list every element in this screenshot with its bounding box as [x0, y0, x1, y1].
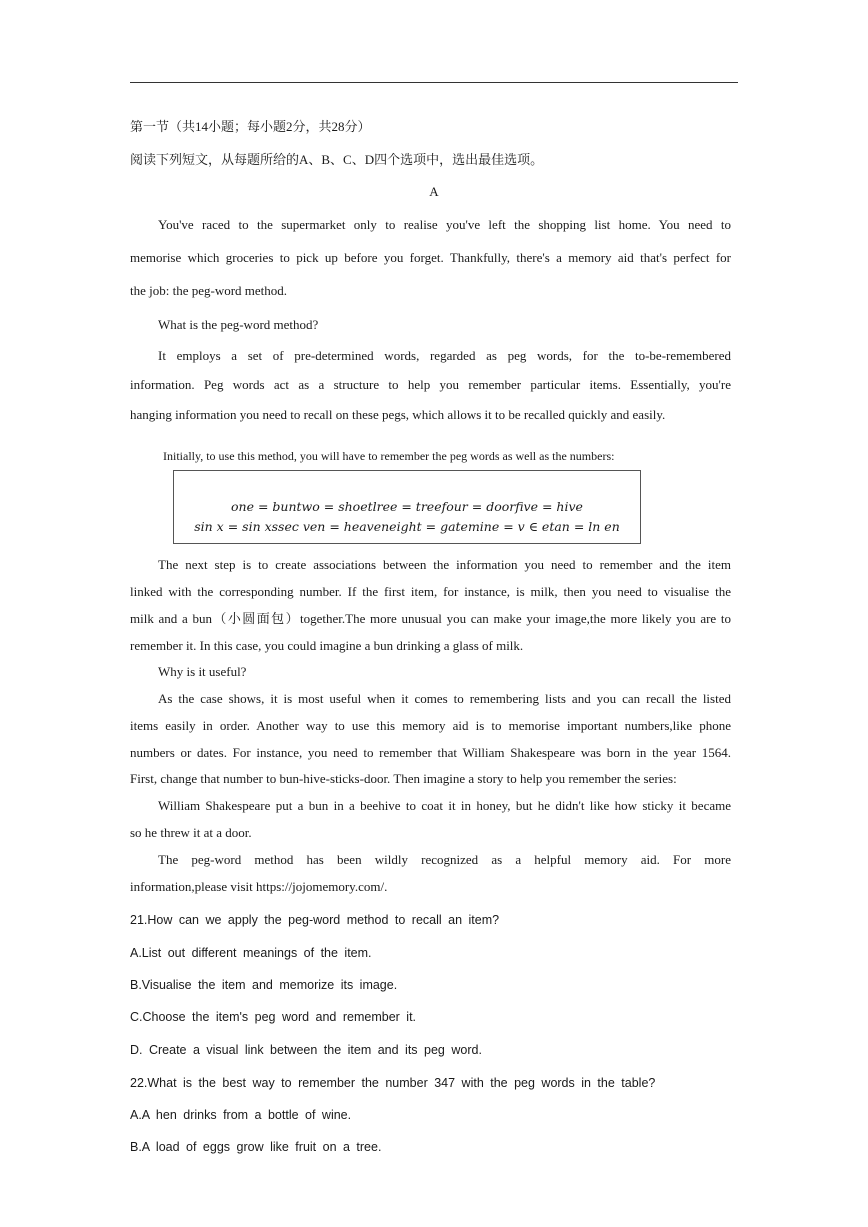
instructions: 阅读下列短文，从每题所给的A、B、C、D四个选项中，选出最佳选项。 — [130, 152, 544, 167]
passage-line: First, change that number to bun-hive-sticks-door. Then imagine a story to help you remember the series: — [130, 771, 677, 786]
option-21-b[interactable]: B.Visualise the item and memorize its image. — [130, 978, 398, 992]
passage-line: As the case shows, it is most useful when it comes to remembering lists and you can recall the listed — [158, 691, 731, 706]
passage-line: The next step is to create associations between the information you need to remember and the item — [158, 557, 731, 572]
passage-line: milk and a bun（小圆面包）together.The more unusual you can make your image,the more likely you are to — [130, 611, 731, 626]
passage-subheading: Why is it useful? — [158, 664, 247, 679]
passage-line: information,please visit https://jojomemory.com/. — [130, 879, 388, 894]
option-21-c[interactable]: C.Choose the item's peg word and remember it. — [130, 1010, 417, 1024]
option-22-a[interactable]: A.A hen drinks from a bottle of wine. — [130, 1108, 352, 1122]
passage-line: so he threw it at a door. — [130, 825, 252, 840]
peg-word-row-2: sin x = sin xssec ven = heaveneight = gatemine = v ∈ etan = ln en — [194, 519, 620, 534]
passage-line: William Shakespeare put a bun in a beehive to coat it in honey, but he didn't like how sticky it became — [158, 798, 731, 813]
passage-line: hanging information you need to recall on these pegs, which allows it to be recalled quickly and easily. — [130, 407, 666, 422]
passage-line: numbers or dates. For instance, you need to remember that William Shakespeare was born in the year 1564. — [130, 745, 731, 760]
question-21: 21.How can we apply the peg-word method to recall an item? — [130, 913, 500, 927]
passage-line: items easily in order. Another way to use this memory aid is to memorise important numbers,like phone — [130, 718, 731, 733]
passage-line: linked with the corresponding number. If the first item, for instance, is milk, then you need to visualise the — [130, 584, 731, 599]
passage-label: A — [429, 184, 439, 199]
passage-line: The peg-word method has been wildly recognized as a helpful memory aid. For more — [158, 852, 731, 867]
peg-word-table — [173, 470, 641, 544]
passage-line: It employs a set of pre-determined words, regarded as peg words, for the to-be-remembered — [158, 348, 731, 363]
passage-line: the job: the peg-word method. — [130, 283, 288, 298]
passage-line: You've raced to the supermarket only to realise you've left the shopping list home. You need to — [158, 217, 731, 232]
header-rule — [130, 82, 738, 83]
question-22: 22.What is the best way to remember the number 347 with the peg words in the table? — [130, 1076, 656, 1090]
peg-word-row-1: one = buntwo = shoetlree = treefour = doorfive = hive — [231, 499, 583, 514]
passage-line: remember it. In this case, you could imagine a bun drinking a glass of milk. — [130, 638, 524, 653]
passage-subheading: What is the peg-word method? — [158, 317, 319, 332]
option-21-d[interactable]: D. Create a visual link between the item and its peg word. — [130, 1043, 482, 1057]
option-22-b[interactable]: B.A load of eggs grow like fruit on a tree. — [130, 1140, 382, 1154]
section-header: 第一节（共14小题；每小题2分，共28分） — [130, 119, 371, 134]
passage-line: memorise which groceries to pick up before you forget. Thankfully, there's a memory aid that's perfect for — [130, 250, 731, 265]
passage-line: information. Peg words act as a structure to help you remember particular items. Essentially, you're — [130, 377, 731, 392]
passage-line: Initially, to use this method, you will have to remember the peg words as well as the numbers: — [163, 449, 615, 463]
option-21-a[interactable]: A.List out different meanings of the item. — [130, 946, 372, 960]
